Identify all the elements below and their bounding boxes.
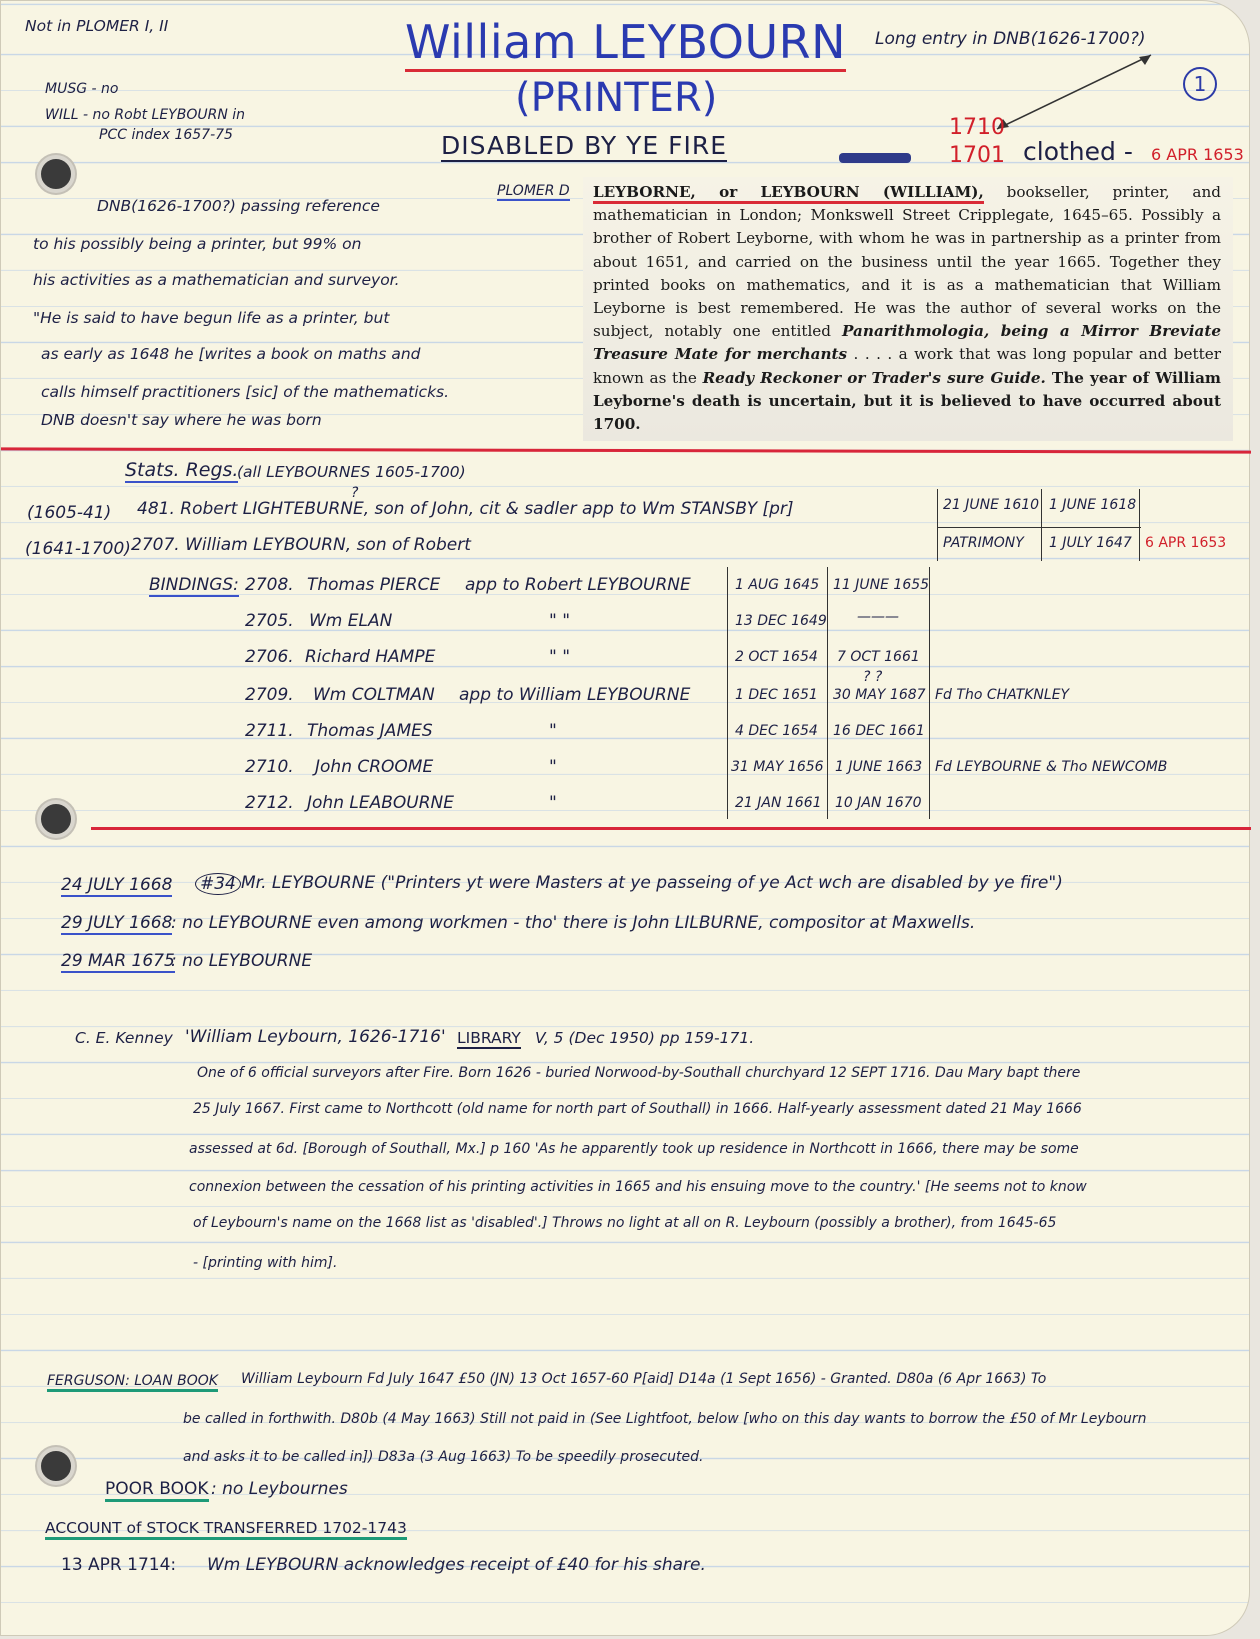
dnb-note: Long entry in DNB(1626-1700?) xyxy=(875,29,1146,49)
year-1710: 1710 xyxy=(949,115,1005,140)
binding-freed-date: ——— xyxy=(857,609,899,625)
binding-name: Richard HAMPE xyxy=(305,647,436,667)
excerpt-text: bookseller, printer, and mathematician in London; Monkswell Street Cripplegate, 1645–65. Possibly a brother of Robert Leyborne, with whom he was in partnership as a printer from about 1651, and carried on the business until the year 1665. Together they printed books on mathematics, and it is as a mathematician that William Leyborne is best remembered. He was the author of several works on the subject, notably one entitled xyxy=(593,183,1221,341)
dnb-note-line: "He is said to have begun life as a printer, but xyxy=(33,309,390,327)
kenney-line: 25 July 1667. First came to Northcott (old name for north part of Southall) in 1666. Half-yearly assessment dated 21 May 1666 xyxy=(193,1101,1082,1117)
table-rule xyxy=(929,567,930,819)
plomer-excerpt xyxy=(583,177,1233,441)
binding-note: " " xyxy=(549,647,571,667)
question-marks: ? ? xyxy=(863,669,883,685)
kenney-author: C. E. Kenney xyxy=(75,1029,173,1047)
account-text: Wm LEYBOURN acknowledges receipt of £40 for his share. xyxy=(207,1555,706,1575)
excerpt-text: . . . . a work that was long popular and better known as the xyxy=(593,345,1221,387)
binding-note: " xyxy=(549,721,557,741)
stats-regs-heading: Stats. Regs. xyxy=(125,459,239,481)
list-number: #34 xyxy=(195,873,241,895)
question-mark: ? xyxy=(351,485,359,501)
register-entry: 2707. William LEYBOURN, son of Robert xyxy=(131,535,471,555)
dnb-note-line: calls himself practitioners [sic] of the mathematicks. xyxy=(41,383,450,401)
musg-note: MUSG - no xyxy=(45,81,119,97)
binding-name: Wm COLTMAN xyxy=(313,685,435,705)
binding-bound-date: 4 DEC 1654 xyxy=(735,723,818,739)
stats-regs-note: (all LEYBOURNES 1605-1700) xyxy=(237,463,466,481)
kenney-title: 'William Leybourn, 1626-1716' xyxy=(185,1027,446,1047)
binding-bound-date: 31 MAY 1656 xyxy=(731,759,824,775)
binder-hole-middle xyxy=(37,800,75,838)
clothed-date: 6 APR 1653 xyxy=(1151,145,1244,164)
binding-bound-date: 1 DEC 1651 xyxy=(735,687,818,703)
list-text: : no LEYBOURNE even among workmen - tho' there is John LILBURNE, compositor at Maxwells. xyxy=(171,913,976,933)
poor-book-label: POOR BOOK xyxy=(105,1479,209,1502)
list-text: Mr. LEYBOURNE ("Printers yt were Masters at ye passeing of ye Act wch are disabled by ye fire") xyxy=(241,873,1063,893)
entry-date: 6 APR 1653 xyxy=(1145,535,1227,551)
dnb-note-line: DNB doesn't say where he was born xyxy=(41,411,322,429)
range-label: (1641-1700) xyxy=(25,539,131,559)
kenney-line: One of 6 official surveyors after Fire. Born 1626 - buried Norwood-by-Southall churchyard 12 SEPT 1716. Dau Mary bapt there xyxy=(197,1065,1081,1081)
dnb-note-line: to his possibly being a printer, but 99% on xyxy=(33,235,362,253)
kenney-line: connexion between the cessation of his printing activities in 1665 and his ensuing move to the country.' [He seems not to know xyxy=(189,1179,1087,1195)
binder-hole-top xyxy=(37,155,75,193)
binding-name: John CROOME xyxy=(315,757,434,777)
binder-hole-bottom xyxy=(37,1447,75,1485)
not-in-plomer-note: Not in PLOMER I, II xyxy=(25,17,169,35)
page-number: 1 xyxy=(1183,67,1217,101)
kenney-ref: V, 5 (Dec 1950) pp 159-171. xyxy=(535,1029,755,1047)
binding-num: 2709. xyxy=(245,685,294,705)
table-rule xyxy=(1041,489,1042,561)
kenney-line: assessed at 6d. [Borough of Southall, Mx.] p 160 'As he apparently took up residence in Northcott in 1666, there may be some xyxy=(189,1141,1079,1157)
kenney-line: - [printing with him]. xyxy=(193,1255,338,1271)
dnb-note-line: DNB(1626-1700?) passing reference xyxy=(97,197,380,215)
binding-name: Wm ELAN xyxy=(309,611,393,631)
table-rule xyxy=(727,567,728,819)
binding-freed-date: 7 OCT 1661 xyxy=(837,649,920,665)
binding-bound-date: 13 DEC 1649 xyxy=(735,613,827,629)
table-rule xyxy=(1139,489,1140,561)
ferguson-line: William Leybourn Fd July 1647 £50 (JN) 13 Oct 1657-60 P[aid] D14a (1 Sept 1656) - Granted. D80a (6 Apr 1663) To xyxy=(241,1371,1047,1387)
binding-note: " " xyxy=(549,611,571,631)
binding-num: 2712. xyxy=(245,793,294,813)
section-divider xyxy=(91,827,1251,830)
page-subtitle: (PRINTER) xyxy=(515,75,718,121)
entry-date: PATRIMONY xyxy=(943,535,1024,551)
entry-date: 1 JULY 1647 xyxy=(1049,535,1132,551)
arrow-icon xyxy=(991,49,1161,139)
binding-num: 2711. xyxy=(245,721,294,741)
list-date: 29 JULY 1668 xyxy=(61,913,173,933)
ferguson-line: and asks it to be called in]) D83a (3 Aug 1663) To be speedily prosecuted. xyxy=(183,1449,704,1465)
binding-name: Thomas JAMES xyxy=(307,721,433,741)
bindings-label: BINDINGS: xyxy=(149,575,239,595)
account-label: ACCOUNT of STOCK TRANSFERRED 1702-1743 xyxy=(45,1519,407,1540)
list-date: 24 JULY 1668 xyxy=(61,875,173,895)
page-title: William LEYBOURN xyxy=(405,15,846,72)
dnb-note-line: his activities as a mathematician and surveyor. xyxy=(33,271,400,289)
binding-num: 2705. xyxy=(245,611,294,631)
excerpt-work-title: Panarithmologia, being a Mirror Breviate Treasure Mate for merchants xyxy=(593,322,1221,364)
binding-num: 2710. xyxy=(245,757,294,777)
register-entry: 481. Robert LIGHTEBURNE, son of John, cit & sadler app to Wm STANSBY [pr] xyxy=(137,499,794,519)
ferguson-label: FERGUSON: LOAN BOOK xyxy=(47,1373,218,1392)
binding-bound-date: 2 OCT 1654 xyxy=(735,649,818,665)
ferguson-line: be called in forthwith. D80b (4 May 1663) Still not paid in (See Lightfoot, below [who on this day wants to borrow the £50 of Mr Leybourn xyxy=(183,1411,1147,1427)
binding-name: Thomas PIERCE xyxy=(307,575,441,595)
binding-freed-date: 1 JUNE 1663 xyxy=(835,759,923,775)
plomer-ref: PLOMER D xyxy=(497,183,570,199)
binding-extra: Fd Tho CHATKNLEY xyxy=(935,687,1070,703)
binding-num: 2706. xyxy=(245,647,294,667)
excerpt-text: The year of William Leyborne's death is uncertain, but it is believed to have occurred about 1700. xyxy=(593,368,1221,434)
clothed-label: clothed - xyxy=(1023,137,1133,166)
scribble-mark xyxy=(839,153,911,163)
range-label: (1605-41) xyxy=(27,503,112,523)
binding-note: app to Robert LEYBOURNE xyxy=(465,575,691,595)
binding-freed-date: 16 DEC 1661 xyxy=(833,723,925,739)
binding-freed-date: 30 MAY 1687 xyxy=(833,687,926,703)
year-1701: 1701 xyxy=(949,143,1005,168)
binding-bound-date: 1 AUG 1645 xyxy=(735,577,820,593)
poor-book-text: : no Leybournes xyxy=(211,1479,348,1499)
binding-name: John LEABOURNE xyxy=(307,793,454,813)
entry-date: 21 JUNE 1610 xyxy=(943,497,1040,513)
disabled-heading: DISABLED BY YE FIRE xyxy=(441,131,728,160)
table-rule xyxy=(937,489,938,561)
binding-freed-date: 11 JUNE 1655 xyxy=(833,577,930,593)
pcc-note: PCC index 1657-75 xyxy=(99,127,233,143)
list-date: 29 MAR 1675 xyxy=(61,951,175,971)
binding-bound-date: 21 JAN 1661 xyxy=(735,795,822,811)
excerpt-head: LEYBORNE, or LEYBOURN (WILLIAM), xyxy=(593,183,984,204)
entry-date: 1 JUNE 1618 xyxy=(1049,497,1137,513)
binding-freed-date: 10 JAN 1670 xyxy=(835,795,922,811)
account-date: 13 APR 1714: xyxy=(61,1555,177,1575)
excerpt-work-title: Ready Reckoner or Trader's sure Guide. xyxy=(702,368,1046,387)
dnb-note-line: as early as 1648 he [writes a book on maths and xyxy=(41,345,421,363)
section-divider xyxy=(1,447,1251,453)
table-rule xyxy=(827,567,828,819)
binding-note: " xyxy=(549,793,557,813)
kenney-line: of Leybourn's name on the 1668 list as 'disabled'.] Throws no light at all on R. Leybourn (possibly a brother), from 1645-65 xyxy=(193,1215,1057,1231)
binding-note: app to William LEYBOURNE xyxy=(459,685,691,705)
binding-extra: Fd LEYBOURNE & Tho NEWCOMB xyxy=(935,759,1168,775)
binding-note: " xyxy=(549,757,557,777)
will-note: WILL - no Robt LEYBOURN in xyxy=(45,107,246,123)
kenney-journal: LIBRARY xyxy=(457,1029,521,1047)
binding-num: 2708. xyxy=(245,575,294,595)
list-text: : no LEYBOURNE xyxy=(171,951,313,971)
table-rule xyxy=(937,527,1141,528)
